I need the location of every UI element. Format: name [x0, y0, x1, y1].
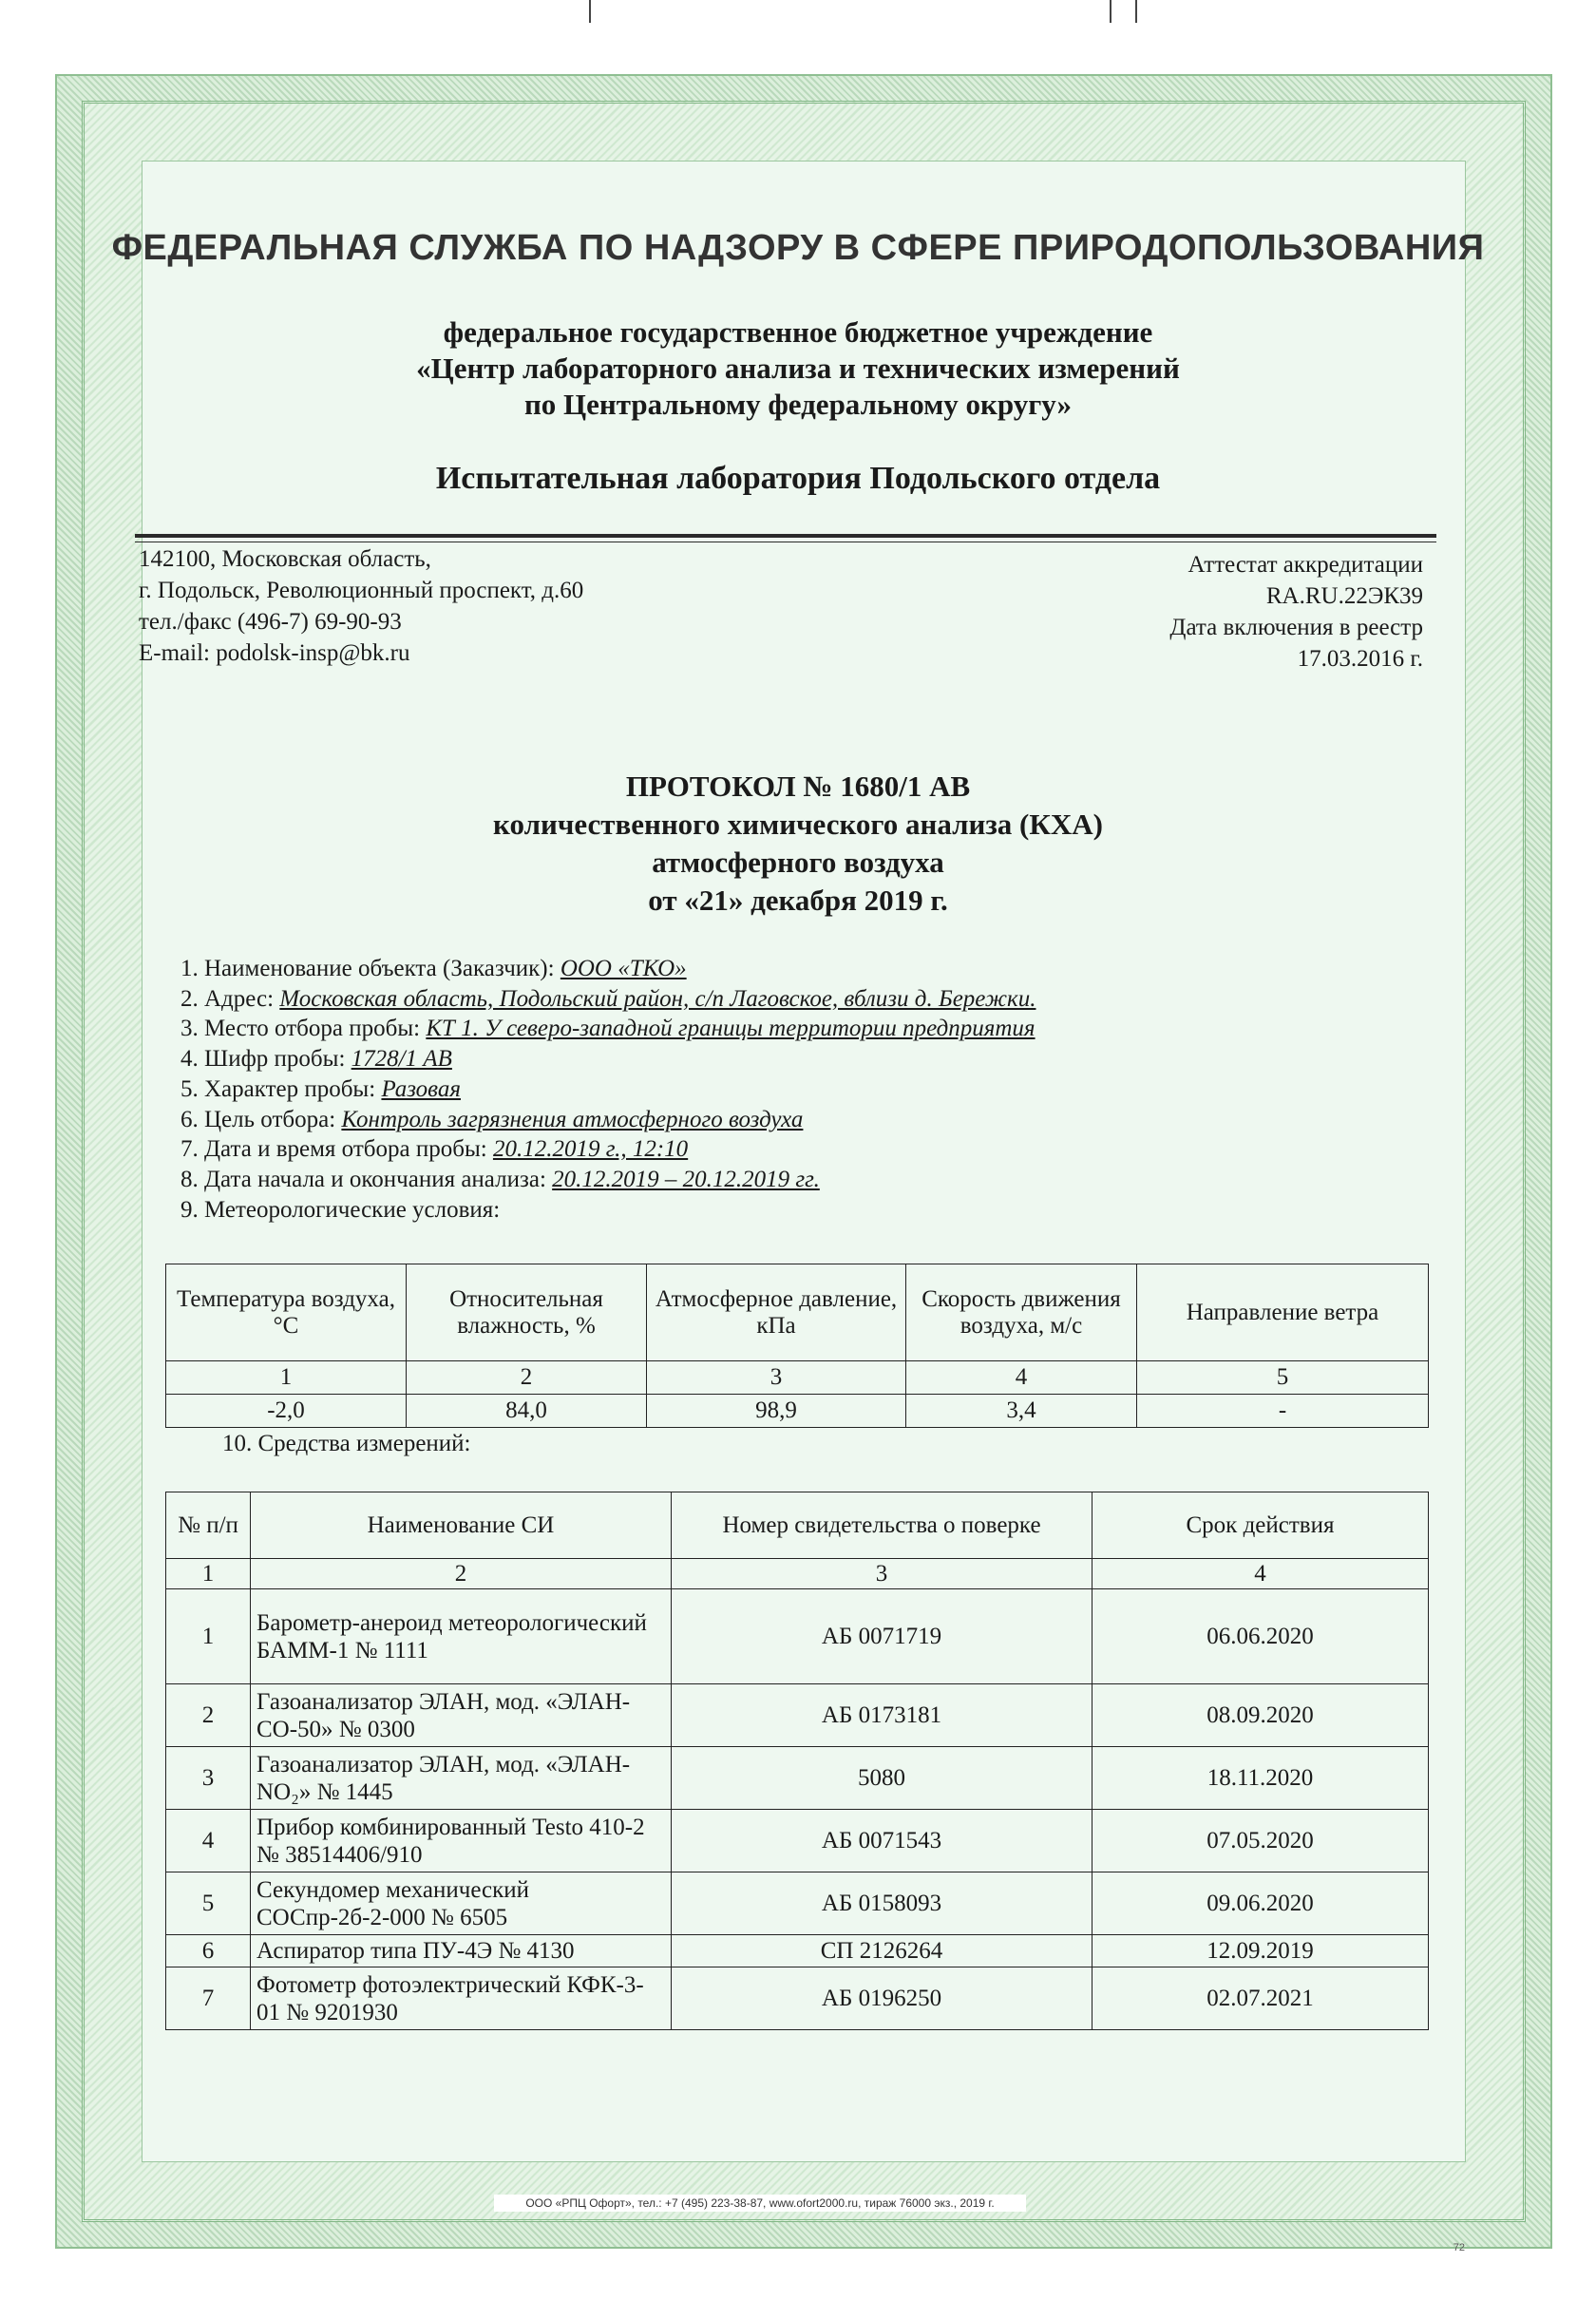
list-item: 1. Наименование объекта (Заказчик): ООО «ТКО» — [180, 956, 687, 981]
column-header: Направление ветра — [1137, 1264, 1429, 1361]
protocol-date: от «21» декабря 2019 г. — [648, 884, 948, 917]
list-item: 4. Шифр пробы: 1728/1 АВ — [180, 1046, 452, 1073]
certificate-number: АБ 0158093 — [672, 1872, 1092, 1935]
table-row — [166, 1684, 1429, 1747]
table-cell: 84,0 — [407, 1395, 647, 1428]
list-item: 5. Характер пробы: Разовая — [180, 1075, 461, 1102]
table-cell: 3,4 — [906, 1395, 1137, 1428]
column-number: 4 — [906, 1361, 1137, 1395]
protocol-subtitle: количественного химического анализа (КХА) — [493, 808, 1103, 841]
column-number: 3 — [672, 1559, 1092, 1589]
instrument-name: Газоанализатор ЭЛАН, мод. «ЭЛАН-СО-50» № 0300 — [251, 1684, 672, 1747]
column-header: Срок действия — [1092, 1492, 1429, 1559]
table-cell: 98,9 — [647, 1395, 906, 1428]
certificate-number: АБ 0071543 — [672, 1810, 1092, 1872]
row-number: 1 — [166, 1589, 251, 1684]
address-line: 142100, Московская область, — [139, 546, 431, 572]
instrument-name: Прибор комбинированный Testo 410-2 № 38514406/910 — [251, 1810, 672, 1872]
column-header: Номер свидетельства о поверке — [672, 1492, 1092, 1559]
table-row — [166, 1872, 1429, 1935]
instrument-name: Секундомер механический СОСпр-2б-2-000 № 6505 — [251, 1872, 672, 1935]
row-number: 3 — [166, 1747, 251, 1810]
protocol-items — [180, 954, 1036, 1225]
instrument-name: Барометр-анероид метеорологический БАММ-1 № 1111 — [251, 1589, 672, 1684]
table-row — [166, 1935, 1429, 1967]
certificate-number: СП 2126264 — [672, 1935, 1092, 1967]
row-number: 2 — [166, 1684, 251, 1747]
address-block — [139, 543, 583, 669]
table-cell: -2,0 — [166, 1395, 407, 1428]
meteo-table — [165, 1264, 1429, 1428]
column-header: Скорость движения воздуха, м/с — [906, 1264, 1137, 1361]
address-line: г. Подольск, Революционный проспект, д.60 — [139, 578, 584, 603]
certificate-number: АБ 0173181 — [672, 1684, 1092, 1747]
valid-until: 12.09.2019 — [1092, 1935, 1429, 1967]
table-header-row — [166, 1264, 1429, 1361]
list-item: 3. Место отбора пробы: КТ 1. У северо-западной границы территории предприятия — [180, 1016, 1036, 1042]
valid-until: 09.06.2020 — [1092, 1872, 1429, 1935]
header-divider — [135, 534, 1436, 538]
institution-line-2: «Центр лабораторного анализа и технических измерений — [416, 352, 1180, 385]
valid-until: 08.09.2020 — [1092, 1684, 1429, 1747]
list-item: 9. Метеорологические условия: — [180, 1196, 501, 1223]
protocol-number: ПРОТОКОЛ № 1680/1 АВ — [625, 770, 971, 803]
row-number: 6 — [166, 1935, 251, 1967]
printer-footer: ООО «РПЦ Офорт», тел.: +7 (495) 223-38-87, www.ofort2000.ru, тираж 76000 экз., 2019 г. — [494, 2195, 1026, 2212]
certificate-number: 5080 — [672, 1747, 1092, 1810]
corner-code: 72 — [1453, 2242, 1465, 2253]
column-header: Температура воздуха, °С — [166, 1264, 407, 1361]
instrument-name: Газоанализатор ЭЛАН, мод. «ЭЛАН-NO₂» № 1445 — [251, 1747, 672, 1810]
phone-line: тел./факс (496-7) 69-90-93 — [139, 609, 402, 635]
column-number: 4 — [1092, 1559, 1429, 1589]
protocol-subtitle: атмосферного воздуха — [652, 846, 944, 879]
table-row — [166, 1747, 1429, 1810]
column-header: Атмосферное давление, кПа — [647, 1264, 906, 1361]
column-number: 2 — [251, 1559, 672, 1589]
table-row — [166, 1810, 1429, 1872]
accreditation-block — [1169, 549, 1423, 675]
valid-until: 06.06.2020 — [1092, 1589, 1429, 1684]
table-row — [166, 1589, 1429, 1684]
registry-label: Дата включения в реестр — [1169, 615, 1423, 640]
valid-until: 02.07.2021 — [1092, 1967, 1429, 2030]
table-cell: - — [1137, 1395, 1429, 1428]
instrument-name: Фотометр фотоэлектрический КФК-3-01 № 9201930 — [251, 1967, 672, 2030]
email-line: E-mail: podolsk-insp@bk.ru — [139, 640, 410, 666]
valid-until: 18.11.2020 — [1092, 1747, 1429, 1810]
column-header: Относительная влажность, % — [407, 1264, 647, 1361]
institution-line-3: по Центральному федеральному округу» — [523, 388, 1073, 421]
institution-line-1: федеральное государственное бюджетное учреждение — [443, 315, 1153, 349]
laboratory-title: Испытательная лаборатория Подольского отдела — [435, 461, 1161, 496]
registry-date: 17.03.2016 г. — [1297, 646, 1423, 672]
list-item: 6. Цель отбора: Контроль загрязнения атмосферного воздуха — [180, 1106, 804, 1132]
row-number: 5 — [166, 1872, 251, 1935]
agency-title: ФЕДЕРАЛЬНАЯ СЛУЖБА ПО НАДЗОРУ В СФЕРЕ ПРИРОДОПОЛЬЗОВАНИЯ — [111, 228, 1485, 268]
row-number: 7 — [166, 1967, 251, 2030]
column-number: 1 — [166, 1559, 251, 1589]
list-item: 7. Дата и время отбора пробы: 20.12.2019 г., 12:10 — [180, 1136, 689, 1163]
certificate-number: АБ 0071719 — [672, 1589, 1092, 1684]
table-header-row — [166, 1492, 1429, 1559]
table-row — [166, 1559, 1429, 1589]
accreditation-label: Аттестат аккредитации — [1188, 552, 1423, 578]
table-row — [166, 1967, 1429, 2030]
certificate-number: АБ 0196250 — [672, 1967, 1092, 2030]
column-header: Наименование СИ — [251, 1492, 672, 1559]
table-row — [166, 1361, 1429, 1395]
protocol-title — [0, 768, 1596, 920]
instruments-table — [165, 1492, 1429, 2030]
column-number: 1 — [166, 1361, 407, 1395]
column-number: 5 — [1137, 1361, 1429, 1395]
list-item: 2. Адрес: Московская область, Подольский район, с/п Лаговское, вблизи д. Бережки. — [180, 985, 1036, 1012]
table-row — [166, 1395, 1429, 1428]
instrument-name: Аспиратор типа ПУ-4Э № 4130 — [251, 1935, 672, 1967]
row-number: 4 — [166, 1810, 251, 1872]
valid-until: 07.05.2020 — [1092, 1810, 1429, 1872]
instruments-label: 10. Средства измерений: — [222, 1431, 471, 1456]
column-header: № п/п — [166, 1492, 251, 1559]
column-number: 3 — [647, 1361, 906, 1395]
accreditation-number: RA.RU.22ЭК39 — [1265, 583, 1423, 609]
column-number: 2 — [407, 1361, 647, 1395]
list-item: 8. Дата начала и окончания анализа: 20.12.2019 – 20.12.2019 гг. — [180, 1166, 820, 1192]
